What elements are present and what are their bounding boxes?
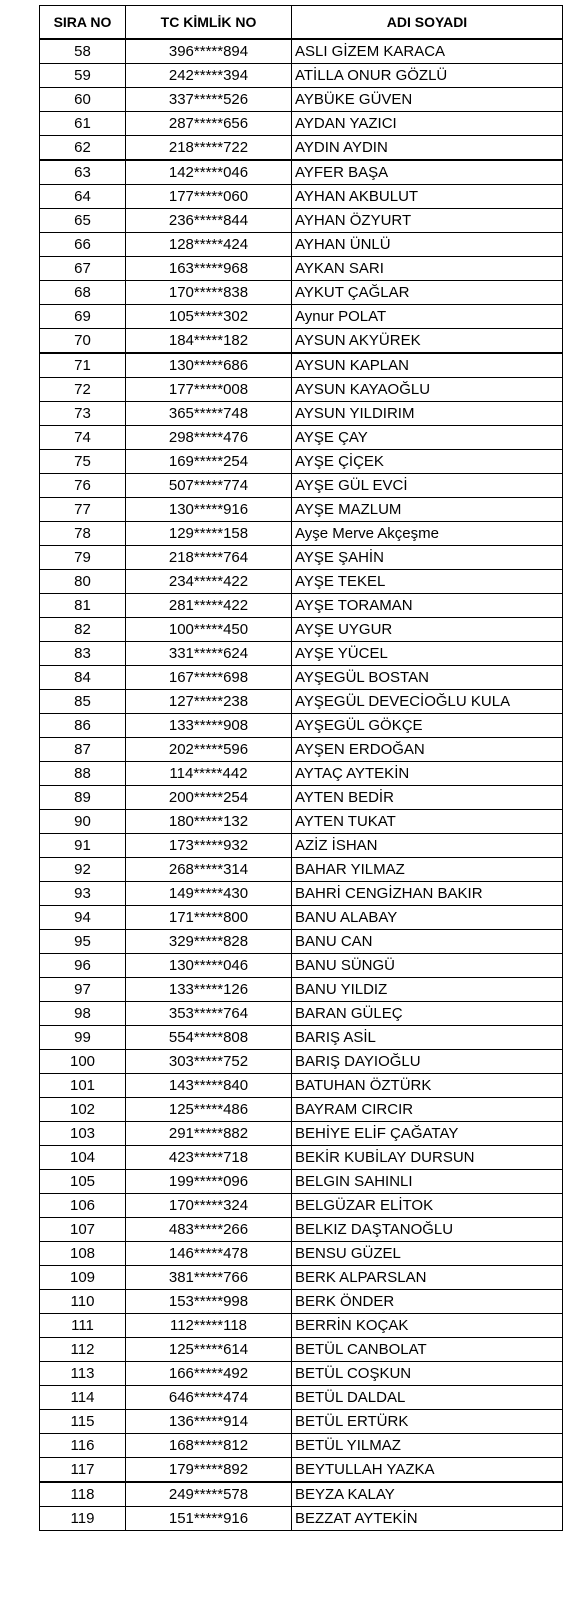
table-row [40,738,563,762]
row-sira-no: 96 [40,954,126,978]
row-tc-kimlik-no: 169*****254 [126,450,292,474]
table-body [40,39,563,1531]
row-adi-soyadi: AYHAN ÖZYURT [292,209,563,233]
row-tc-kimlik-no: 202*****596 [126,738,292,762]
row-adi-soyadi: AYŞEGÜL BOSTAN [292,666,563,690]
row-sira-no: 75 [40,450,126,474]
row-adi-soyadi: AYFER BAŞA [292,160,563,185]
row-adi-soyadi: AYSUN KAPLAN [292,353,563,378]
row-adi-soyadi: BELKIZ DAŞTANOĞLU [292,1218,563,1242]
row-sira-no: 84 [40,666,126,690]
row-sira-no: 81 [40,594,126,618]
row-sira-no: 90 [40,810,126,834]
row-tc-kimlik-no: 483*****266 [126,1218,292,1242]
row-tc-kimlik-no: 105*****302 [126,305,292,329]
row-sira-no: 95 [40,930,126,954]
row-adi-soyadi: BELGÜZAR ELİTOK [292,1194,563,1218]
row-adi-soyadi: AYŞE TORAMAN [292,594,563,618]
row-sira-no: 64 [40,185,126,209]
row-adi-soyadi: AYŞE MAZLUM [292,498,563,522]
row-tc-kimlik-no: 287*****656 [126,112,292,136]
table-row [40,209,563,233]
row-tc-kimlik-no: 166*****492 [126,1362,292,1386]
row-adi-soyadi: AYHAN AKBULUT [292,185,563,209]
table-row [40,1507,563,1531]
row-tc-kimlik-no: 298*****476 [126,426,292,450]
row-sira-no: 101 [40,1074,126,1098]
row-adi-soyadi: Aynur POLAT [292,305,563,329]
table-row [40,160,563,185]
table-row [40,1290,563,1314]
row-adi-soyadi: BEYZA KALAY [292,1482,563,1507]
row-sira-no: 85 [40,690,126,714]
row-sira-no: 82 [40,618,126,642]
table-row [40,1026,563,1050]
row-sira-no: 74 [40,426,126,450]
row-adi-soyadi: AYŞE GÜL EVCİ [292,474,563,498]
row-sira-no: 116 [40,1434,126,1458]
row-adi-soyadi: BETÜL COŞKUN [292,1362,563,1386]
row-adi-soyadi: BATUHAN ÖZTÜRK [292,1074,563,1098]
table-row [40,1410,563,1434]
row-tc-kimlik-no: 268*****314 [126,858,292,882]
table-row [40,546,563,570]
row-adi-soyadi: AZİZ İSHAN [292,834,563,858]
table-row [40,1122,563,1146]
row-tc-kimlik-no: 153*****998 [126,1290,292,1314]
row-adi-soyadi: BANU ALABAY [292,906,563,930]
table-row [40,1434,563,1458]
table-row [40,1458,563,1483]
row-adi-soyadi: AYTEN TUKAT [292,810,563,834]
row-sira-no: 72 [40,378,126,402]
table-row [40,1194,563,1218]
row-tc-kimlik-no: 125*****614 [126,1338,292,1362]
row-sira-no: 69 [40,305,126,329]
table-row [40,786,563,810]
row-sira-no: 118 [40,1482,126,1507]
row-sira-no: 77 [40,498,126,522]
row-tc-kimlik-no: 177*****060 [126,185,292,209]
row-tc-kimlik-no: 114*****442 [126,762,292,786]
table-row [40,112,563,136]
table-row [40,64,563,88]
row-tc-kimlik-no: 200*****254 [126,786,292,810]
row-sira-no: 88 [40,762,126,786]
row-tc-kimlik-no: 129*****158 [126,522,292,546]
table-row [40,690,563,714]
row-tc-kimlik-no: 173*****932 [126,834,292,858]
table-row [40,1362,563,1386]
row-adi-soyadi: BENSU GÜZEL [292,1242,563,1266]
table-row [40,954,563,978]
row-adi-soyadi: AYŞEN ERDOĞAN [292,738,563,762]
row-tc-kimlik-no: 303*****752 [126,1050,292,1074]
table-row [40,136,563,161]
header-sira-no: SIRA NO [40,6,126,40]
row-tc-kimlik-no: 291*****882 [126,1122,292,1146]
row-sira-no: 94 [40,906,126,930]
row-adi-soyadi: ATİLLA ONUR GÖZLÜ [292,64,563,88]
row-tc-kimlik-no: 146*****478 [126,1242,292,1266]
table-row [40,834,563,858]
row-tc-kimlik-no: 125*****486 [126,1098,292,1122]
row-sira-no: 89 [40,786,126,810]
row-tc-kimlik-no: 143*****840 [126,1074,292,1098]
row-tc-kimlik-no: 163*****968 [126,257,292,281]
row-tc-kimlik-no: 331*****624 [126,642,292,666]
table-row [40,498,563,522]
row-tc-kimlik-no: 179*****892 [126,1458,292,1483]
row-adi-soyadi: BEYTULLAH YAZKA [292,1458,563,1483]
row-tc-kimlik-no: 199*****096 [126,1170,292,1194]
row-adi-soyadi: BERK ÖNDER [292,1290,563,1314]
row-tc-kimlik-no: 365*****748 [126,402,292,426]
table-row [40,1218,563,1242]
row-adi-soyadi: BARIŞ DAYIOĞLU [292,1050,563,1074]
table-row [40,882,563,906]
row-sira-no: 63 [40,160,126,185]
header-row [40,6,563,40]
row-tc-kimlik-no: 168*****812 [126,1434,292,1458]
table-row [40,450,563,474]
row-tc-kimlik-no: 381*****766 [126,1266,292,1290]
row-tc-kimlik-no: 130*****916 [126,498,292,522]
table-row [40,353,563,378]
row-adi-soyadi: BAYRAM CIRCIR [292,1098,563,1122]
row-tc-kimlik-no: 249*****578 [126,1482,292,1507]
row-sira-no: 107 [40,1218,126,1242]
row-adi-soyadi: AYHAN ÜNLÜ [292,233,563,257]
table-row [40,930,563,954]
row-adi-soyadi: AYŞE ŞAHİN [292,546,563,570]
row-adi-soyadi: BERK ALPARSLAN [292,1266,563,1290]
row-tc-kimlik-no: 184*****182 [126,329,292,354]
row-sira-no: 100 [40,1050,126,1074]
row-adi-soyadi: AYŞEGÜL GÖKÇE [292,714,563,738]
table-row [40,1074,563,1098]
row-tc-kimlik-no: 234*****422 [126,570,292,594]
row-adi-soyadi: ASLI GİZEM KARACA [292,39,563,64]
row-adi-soyadi: AYDAN YAZICI [292,112,563,136]
row-tc-kimlik-no: 180*****132 [126,810,292,834]
row-sira-no: 67 [40,257,126,281]
participant-table [39,5,563,1531]
table-row [40,906,563,930]
table-row [40,1050,563,1074]
table-row [40,714,563,738]
table-row [40,762,563,786]
row-tc-kimlik-no: 507*****774 [126,474,292,498]
table-row [40,88,563,112]
row-adi-soyadi: BEHİYE ELİF ÇAĞATAY [292,1122,563,1146]
row-adi-soyadi: BETÜL YILMAZ [292,1434,563,1458]
row-adi-soyadi: BEZZAT AYTEKİN [292,1507,563,1531]
row-sira-no: 58 [40,39,126,64]
row-tc-kimlik-no: 218*****764 [126,546,292,570]
row-sira-no: 91 [40,834,126,858]
row-sira-no: 117 [40,1458,126,1483]
row-sira-no: 65 [40,209,126,233]
row-sira-no: 59 [40,64,126,88]
row-adi-soyadi: AYŞEGÜL DEVECİOĞLU KULA [292,690,563,714]
row-adi-soyadi: AYKAN SARI [292,257,563,281]
row-tc-kimlik-no: 142*****046 [126,160,292,185]
row-adi-soyadi: AYŞE YÜCEL [292,642,563,666]
table-row [40,305,563,329]
table-row [40,378,563,402]
row-tc-kimlik-no: 167*****698 [126,666,292,690]
row-sira-no: 112 [40,1338,126,1362]
table-row [40,402,563,426]
table-row [40,281,563,305]
row-sira-no: 119 [40,1507,126,1531]
row-tc-kimlik-no: 329*****828 [126,930,292,954]
row-tc-kimlik-no: 170*****838 [126,281,292,305]
row-sira-no: 105 [40,1170,126,1194]
row-adi-soyadi: BAHRİ CENGİZHAN BAKIR [292,882,563,906]
row-sira-no: 62 [40,136,126,161]
table-row [40,1002,563,1026]
table-row [40,858,563,882]
row-adi-soyadi: AYDIN AYDIN [292,136,563,161]
table-row [40,233,563,257]
row-adi-soyadi: BELGIN SAHINLI [292,1170,563,1194]
row-adi-soyadi: BARIŞ ASİL [292,1026,563,1050]
row-adi-soyadi: AYTEN BEDİR [292,786,563,810]
row-tc-kimlik-no: 281*****422 [126,594,292,618]
row-tc-kimlik-no: 396*****894 [126,39,292,64]
row-tc-kimlik-no: 171*****800 [126,906,292,930]
row-tc-kimlik-no: 236*****844 [126,209,292,233]
row-adi-soyadi: BANU YILDIZ [292,978,563,1002]
table-row [40,1170,563,1194]
table-row [40,1242,563,1266]
row-sira-no: 79 [40,546,126,570]
row-tc-kimlik-no: 128*****424 [126,233,292,257]
row-adi-soyadi: AYBÜKE GÜVEN [292,88,563,112]
row-adi-soyadi: AYŞE ÇİÇEK [292,450,563,474]
row-sira-no: 110 [40,1290,126,1314]
row-adi-soyadi: BEKİR KUBİLAY DURSUN [292,1146,563,1170]
row-tc-kimlik-no: 353*****764 [126,1002,292,1026]
row-sira-no: 78 [40,522,126,546]
row-sira-no: 87 [40,738,126,762]
row-adi-soyadi: BETÜL CANBOLAT [292,1338,563,1362]
row-tc-kimlik-no: 554*****808 [126,1026,292,1050]
row-adi-soyadi: BAHAR YILMAZ [292,858,563,882]
table-row [40,1098,563,1122]
row-sira-no: 61 [40,112,126,136]
table-row [40,522,563,546]
row-adi-soyadi: BANU CAN [292,930,563,954]
table-row [40,810,563,834]
row-tc-kimlik-no: 242*****394 [126,64,292,88]
table-row [40,978,563,1002]
row-tc-kimlik-no: 337*****526 [126,88,292,112]
row-sira-no: 60 [40,88,126,112]
row-sira-no: 73 [40,402,126,426]
row-tc-kimlik-no: 218*****722 [126,136,292,161]
row-adi-soyadi: BARAN GÜLEÇ [292,1002,563,1026]
row-tc-kimlik-no: 112*****118 [126,1314,292,1338]
table-row [40,426,563,450]
row-sira-no: 93 [40,882,126,906]
row-adi-soyadi: BETÜL ERTÜRK [292,1410,563,1434]
header-tc-kimlik-no: TC KİMLİK NO [126,6,292,40]
table-row [40,1338,563,1362]
row-adi-soyadi: BANU SÜNGÜ [292,954,563,978]
row-tc-kimlik-no: 149*****430 [126,882,292,906]
table-row [40,329,563,354]
row-sira-no: 104 [40,1146,126,1170]
row-tc-kimlik-no: 423*****718 [126,1146,292,1170]
row-sira-no: 92 [40,858,126,882]
row-sira-no: 102 [40,1098,126,1122]
row-sira-no: 86 [40,714,126,738]
row-sira-no: 80 [40,570,126,594]
table-row [40,1482,563,1507]
row-sira-no: 97 [40,978,126,1002]
row-sira-no: 106 [40,1194,126,1218]
row-sira-no: 76 [40,474,126,498]
row-tc-kimlik-no: 177*****008 [126,378,292,402]
row-adi-soyadi: AYŞE UYGUR [292,618,563,642]
row-tc-kimlik-no: 133*****126 [126,978,292,1002]
row-adi-soyadi: AYSUN YILDIRIM [292,402,563,426]
row-sira-no: 66 [40,233,126,257]
row-sira-no: 68 [40,281,126,305]
table-row [40,642,563,666]
table-row [40,570,563,594]
table-row [40,1314,563,1338]
row-adi-soyadi: AYŞE TEKEL [292,570,563,594]
row-adi-soyadi: AYKUT ÇAĞLAR [292,281,563,305]
row-sira-no: 70 [40,329,126,354]
row-tc-kimlik-no: 130*****686 [126,353,292,378]
row-adi-soyadi: BETÜL DALDAL [292,1386,563,1410]
table-row [40,1386,563,1410]
table-row [40,257,563,281]
row-tc-kimlik-no: 100*****450 [126,618,292,642]
row-tc-kimlik-no: 646*****474 [126,1386,292,1410]
row-sira-no: 71 [40,353,126,378]
table-row [40,594,563,618]
row-sira-no: 109 [40,1266,126,1290]
table-row [40,185,563,209]
table-row [40,39,563,64]
table-row [40,666,563,690]
row-sira-no: 113 [40,1362,126,1386]
row-adi-soyadi: Ayşe Merve Akçeşme [292,522,563,546]
row-sira-no: 83 [40,642,126,666]
row-tc-kimlik-no: 127*****238 [126,690,292,714]
row-tc-kimlik-no: 130*****046 [126,954,292,978]
row-tc-kimlik-no: 151*****916 [126,1507,292,1531]
row-adi-soyadi: AYSUN AKYÜREK [292,329,563,354]
row-sira-no: 111 [40,1314,126,1338]
row-tc-kimlik-no: 133*****908 [126,714,292,738]
row-adi-soyadi: AYŞE ÇAY [292,426,563,450]
row-sira-no: 108 [40,1242,126,1266]
table-row [40,1146,563,1170]
row-adi-soyadi: AYTAÇ AYTEKİN [292,762,563,786]
table-row [40,618,563,642]
header-adi-soyadi: ADI SOYADI [292,6,563,40]
row-sira-no: 99 [40,1026,126,1050]
table-row [40,1266,563,1290]
row-tc-kimlik-no: 136*****914 [126,1410,292,1434]
table-row [40,474,563,498]
row-sira-no: 114 [40,1386,126,1410]
row-sira-no: 103 [40,1122,126,1146]
row-adi-soyadi: BERRİN KOÇAK [292,1314,563,1338]
row-tc-kimlik-no: 170*****324 [126,1194,292,1218]
row-sira-no: 98 [40,1002,126,1026]
row-adi-soyadi: AYSUN KAYAOĞLU [292,378,563,402]
row-sira-no: 115 [40,1410,126,1434]
